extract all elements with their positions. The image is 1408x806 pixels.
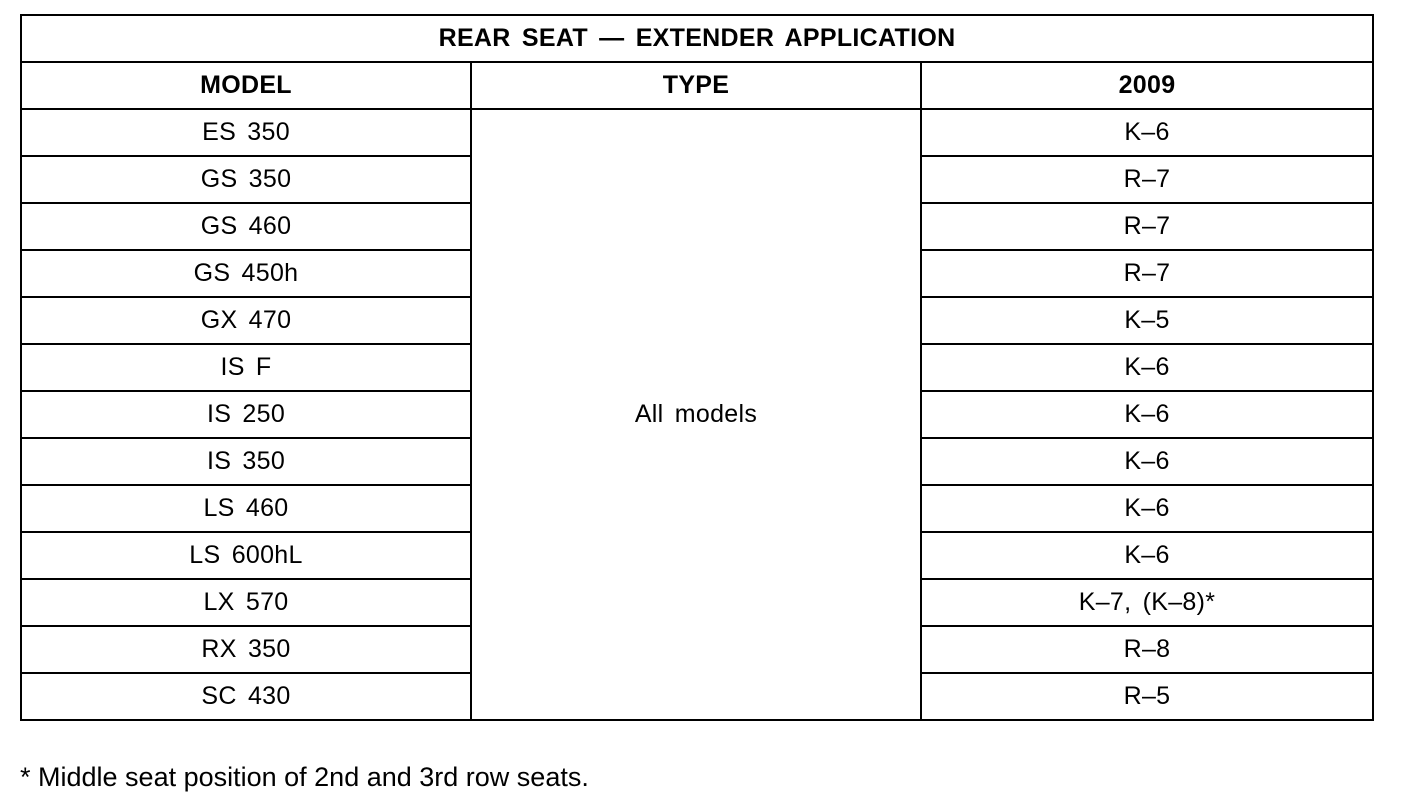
year-value-cell: K–6 — [921, 109, 1373, 156]
header-year: 2009 — [921, 62, 1373, 109]
year-value-cell: K–6 — [921, 532, 1373, 579]
model-cell: IS 350 — [21, 438, 471, 485]
model-cell: LS 460 — [21, 485, 471, 532]
model-cell: GS 450h — [21, 250, 471, 297]
table-body — [21, 109, 1373, 720]
table-title: REAR SEAT — EXTENDER APPLICATION — [21, 15, 1373, 62]
table-row — [21, 109, 1373, 156]
model-cell: GX 470 — [21, 297, 471, 344]
model-cell: RX 350 — [21, 626, 471, 673]
year-value-cell: K–6 — [921, 344, 1373, 391]
year-value-cell: K–7, (K–8)* — [921, 579, 1373, 626]
year-value-cell: R–7 — [921, 203, 1373, 250]
header-row — [21, 62, 1373, 109]
model-cell: ES 350 — [21, 109, 471, 156]
model-cell: GS 350 — [21, 156, 471, 203]
extender-application-table — [20, 14, 1374, 721]
year-value-cell: K–6 — [921, 485, 1373, 532]
year-value-cell: R–5 — [921, 673, 1373, 720]
model-cell: IS F — [21, 344, 471, 391]
year-value-cell: K–6 — [921, 391, 1373, 438]
model-cell: SC 430 — [21, 673, 471, 720]
title-row — [21, 15, 1373, 62]
type-cell: All models — [471, 109, 921, 720]
year-value-cell: R–7 — [921, 250, 1373, 297]
year-value-cell: K–6 — [921, 438, 1373, 485]
footnote: * Middle seat position of 2nd and 3rd row seats. — [20, 762, 589, 792]
year-value-cell: R–8 — [921, 626, 1373, 673]
year-value-cell: R–7 — [921, 156, 1373, 203]
model-cell: LX 570 — [21, 579, 471, 626]
model-cell: IS 250 — [21, 391, 471, 438]
header-type: TYPE — [471, 62, 921, 109]
header-model: MODEL — [21, 62, 471, 109]
year-value-cell: K–5 — [921, 297, 1373, 344]
model-cell: GS 460 — [21, 203, 471, 250]
model-cell: LS 600hL — [21, 532, 471, 579]
